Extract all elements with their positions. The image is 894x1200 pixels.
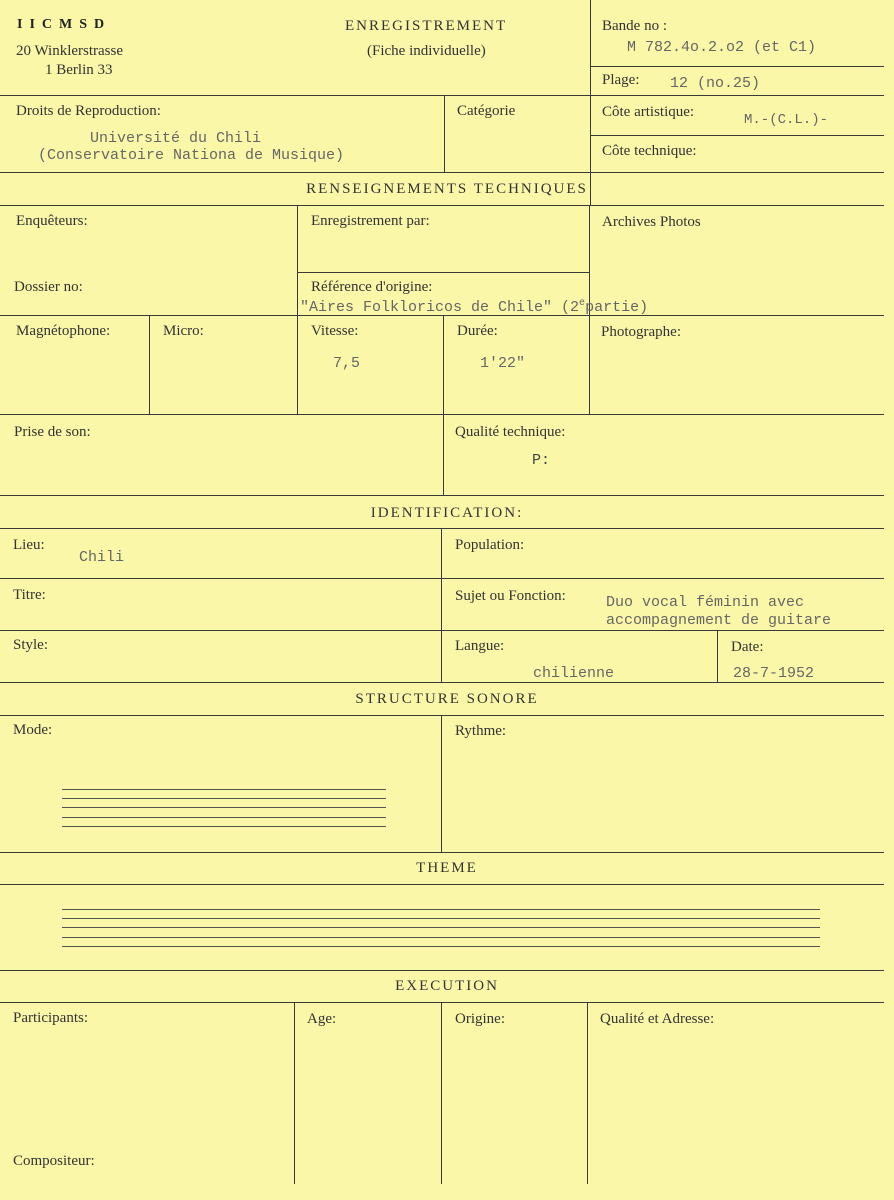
cote-artistique-value: M.-(C.L.)- <box>744 112 829 128</box>
qualite-adresse-label: Qualité et Adresse: <box>600 1011 715 1027</box>
rule <box>0 884 884 885</box>
mode-staff-line <box>62 798 386 799</box>
cote-technique-label: Côte technique: <box>602 143 697 159</box>
participants-label: Participants: <box>13 1010 88 1026</box>
droits-line1: Université du Chili <box>90 130 262 147</box>
prise-de-son-label: Prise de son: <box>14 424 91 440</box>
archives-photos-label: Archives Photos <box>602 214 701 230</box>
theme-staff-line <box>62 946 820 947</box>
rule <box>0 682 884 683</box>
rule <box>297 205 298 414</box>
titre-label: Titre: <box>13 587 46 603</box>
rule <box>444 95 445 172</box>
reference-label: Référence d'origine: <box>311 279 433 295</box>
mode-staff-line <box>62 817 386 818</box>
page-title: ENREGISTREMENT <box>345 18 508 34</box>
section-title-technique: RENSEIGNEMENTS TECHNIQUES <box>306 181 588 197</box>
mode-label: Mode: <box>13 722 53 738</box>
section-title-execution: EXECUTION <box>395 978 499 994</box>
rule <box>0 414 884 415</box>
date-value: 28-7-1952 <box>733 665 815 682</box>
style-label: Style: <box>13 637 49 653</box>
page-subtitle: (Fiche individuelle) <box>367 43 486 59</box>
rule <box>0 172 884 173</box>
section-title-structure: STRUCTURE SONORE <box>355 691 539 707</box>
rythme-label: Rythme: <box>455 723 507 739</box>
rule <box>0 1002 884 1003</box>
rule <box>0 630 884 631</box>
dossier-label: Dossier no: <box>14 279 83 295</box>
population-label: Population: <box>455 537 525 553</box>
mode-staff-line <box>62 789 386 790</box>
droits-label: Droits de Reproduction: <box>16 103 161 119</box>
langue-value: chilienne <box>533 665 615 682</box>
theme-staff-line <box>62 909 820 910</box>
sujet-label: Sujet ou Fonction: <box>455 588 566 604</box>
micro-label: Micro: <box>163 323 204 339</box>
plage-value: 12 (no.25) <box>670 75 761 92</box>
reference-value <box>300 298 648 316</box>
reference-value-end: partie) <box>585 299 649 316</box>
rule <box>441 528 442 682</box>
theme-staff-line <box>62 937 820 938</box>
rule <box>0 95 884 96</box>
vitesse-label: Vitesse: <box>311 323 359 339</box>
rule <box>0 715 884 716</box>
reference-value-main: "Aires Folkloricos de Chile" (2 <box>300 299 580 316</box>
sujet-line1: Duo vocal féminin avec <box>606 594 805 611</box>
section-title-identification: IDENTIFICATION: <box>370 505 524 521</box>
enqueteurs-label: Enquêteurs: <box>16 213 88 229</box>
mode-staff-line <box>62 826 386 827</box>
droits-line2: (Conservatoire Nationa de Musique) <box>38 147 345 164</box>
theme-staff-line <box>62 927 820 928</box>
age-label: Age: <box>307 1011 337 1027</box>
rule <box>717 630 718 682</box>
logo: IICMSD <box>17 17 112 32</box>
rule <box>0 970 884 971</box>
rule <box>443 315 444 495</box>
origine-label: Origine: <box>455 1011 505 1027</box>
rule <box>590 135 884 136</box>
qualite-technique-label: Qualité technique: <box>455 424 566 440</box>
sujet-line2: accompagnement de guitare <box>606 612 832 629</box>
plage-label: Plage: <box>602 72 640 88</box>
lieu-value: Chili <box>79 549 125 566</box>
duree-label: Durée: <box>457 323 498 339</box>
rule <box>590 66 884 67</box>
rule <box>441 715 442 852</box>
duree-value: 1'22" <box>480 355 526 372</box>
date-label: Date: <box>731 639 764 655</box>
qualite-technique-value: P: <box>532 452 551 469</box>
compositeur-label: Compositeur: <box>13 1153 95 1169</box>
rule <box>297 272 590 273</box>
photographe-label: Photographe: <box>601 324 681 340</box>
rule <box>587 1002 588 1184</box>
rule <box>149 315 150 414</box>
cote-artistique-label: Côte artistique: <box>602 104 695 120</box>
address-line1: 20 Winklerstrasse <box>16 43 124 59</box>
rule <box>0 495 884 496</box>
rule <box>441 1002 442 1184</box>
rule <box>294 1002 295 1184</box>
mode-staff-line <box>62 807 386 808</box>
bande-label: Bande no : <box>602 18 667 34</box>
rule <box>590 0 591 205</box>
rule <box>0 528 884 529</box>
rule <box>0 578 884 579</box>
magnetophone-label: Magnétophone: <box>16 323 111 339</box>
enregistrement-par-label: Enregistrement par: <box>311 213 430 229</box>
vitesse-value: 7,5 <box>333 355 361 372</box>
address-line2: 1 Berlin 33 <box>45 62 113 78</box>
reference-value-sup: e <box>579 298 586 309</box>
lieu-label: Lieu: <box>13 537 45 553</box>
categorie-label: Catégorie <box>457 103 516 119</box>
theme-staff-line <box>62 918 820 919</box>
bande-value: M 782.4o.2.o2 (et C1) <box>627 39 817 56</box>
rule <box>0 852 884 853</box>
rule <box>0 205 884 206</box>
langue-label: Langue: <box>455 638 505 654</box>
section-title-theme: THEME <box>416 860 478 876</box>
